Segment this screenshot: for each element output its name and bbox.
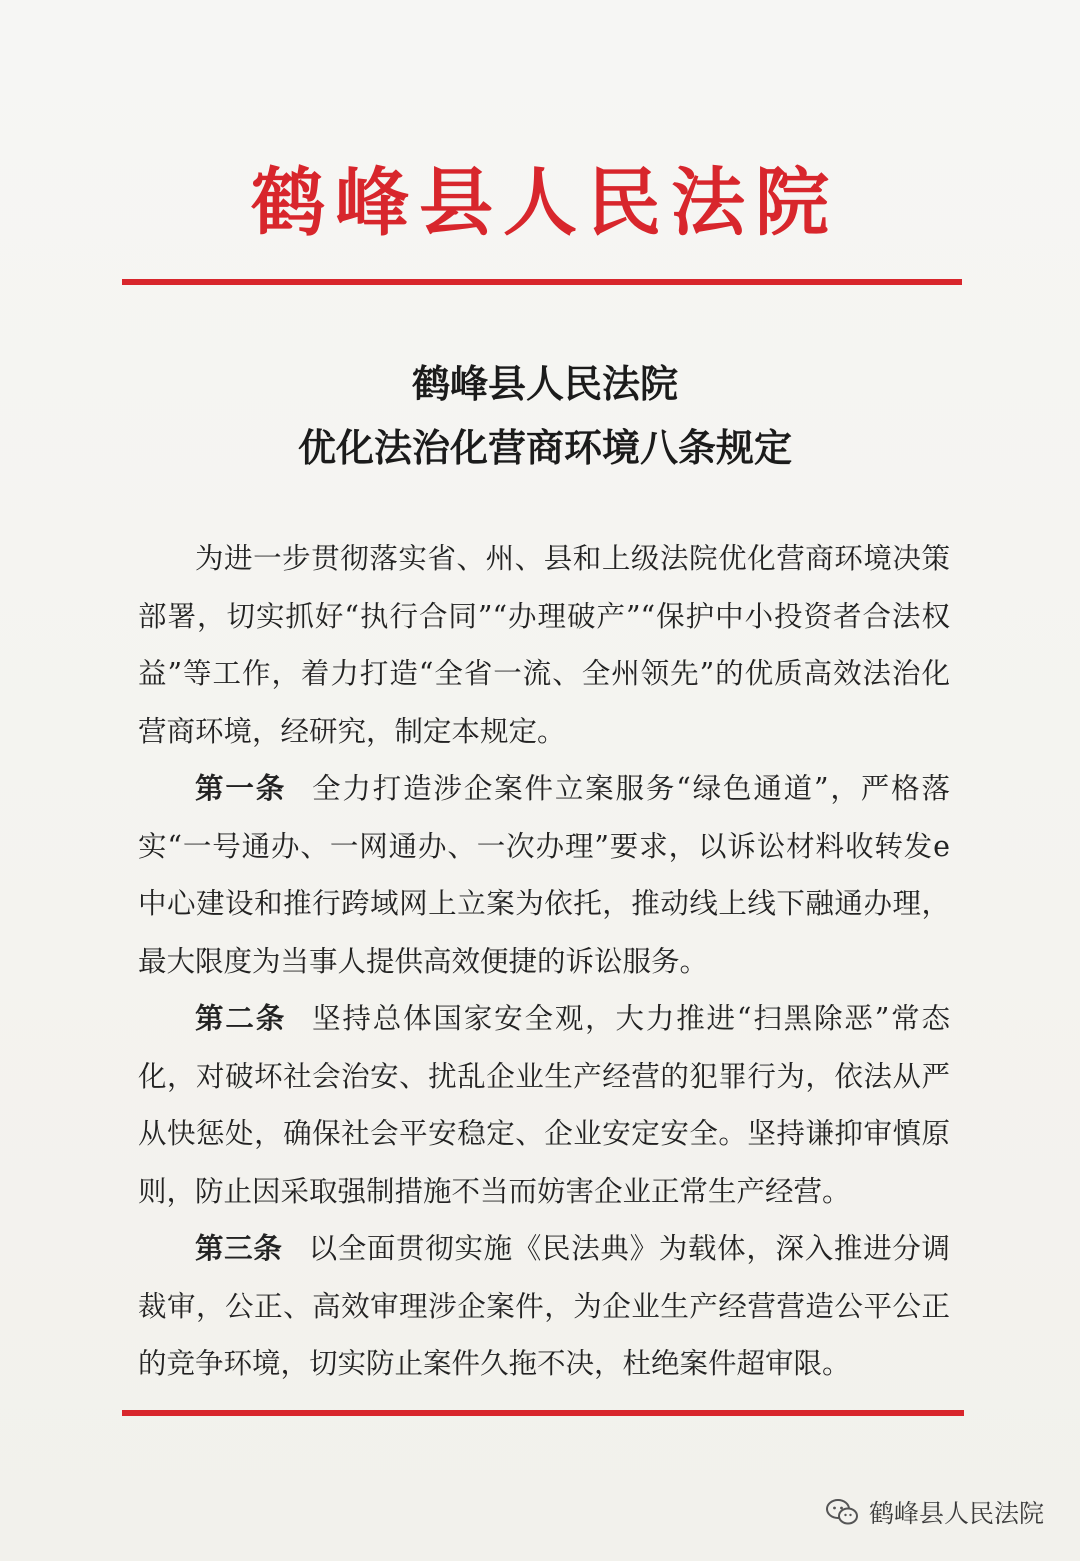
wechat-watermark (825, 1494, 1044, 1530)
article-2-heading: 第二条 (195, 1002, 287, 1035)
footer-red-rule (122, 1410, 964, 1416)
article-3-text: 以全面贯彻实施《民法典》为载体，深入推进分调裁审，公正、高效审理涉企案件，为企业生产经营营造公平公正的竞争环境，切实防止案件久拖不决，杜绝案件超审限。 (138, 1232, 950, 1380)
article-2-text: 坚持总体国家安全观，大力推进“扫黑除恶”常态化，对破坏社会治安、扰乱企业生产经营的犯罪行为，依法从严从快惩处，确保社会平安稳定、企业安定安全。坚持谦抑审慎原则，防止因采取强制措施不当而妨害企业正常生产经营。 (138, 1002, 950, 1208)
article-1-text: 全力打造涉企案件立案服务“绿色通道”，严格落实“一号通办、一网通办、一次办理”要求，以诉讼材料收转发e中心建设和推行跨域网上立案为依托，推动线上线下融通办理，最大限度为当事人提供高效便捷的诉讼服务。 (138, 772, 950, 978)
article-3-heading: 第三条 (195, 1232, 283, 1265)
article-paragraph (138, 1220, 950, 1393)
article-paragraph (138, 760, 950, 990)
document-title-line2: 优化法治化营商环境八条规定 (297, 425, 792, 470)
watermark-label: 鹤峰县人民法院 (868, 1499, 1044, 1528)
article-paragraph (138, 990, 950, 1220)
document-title (120, 352, 970, 480)
wechat-icon (825, 1498, 859, 1526)
masthead-court-name: 鹤峰县人民法院 (251, 160, 839, 246)
document-title-line1: 鹤峰县人民法院 (411, 361, 678, 406)
article-1-heading: 第一条 (195, 772, 287, 805)
masthead-red-rule (122, 279, 962, 285)
document-body (138, 530, 950, 1393)
preamble-paragraph: 为进一步贯彻落实省、州、县和上级法院优化营商环境决策部署，切实抓好“执行合同”“办理破产”“保护中小投资者合法权益”等工作，着力打造“全省一流、全州领先”的优质高效法治化营商环境，经研究，制定本规定。 (138, 542, 950, 748)
